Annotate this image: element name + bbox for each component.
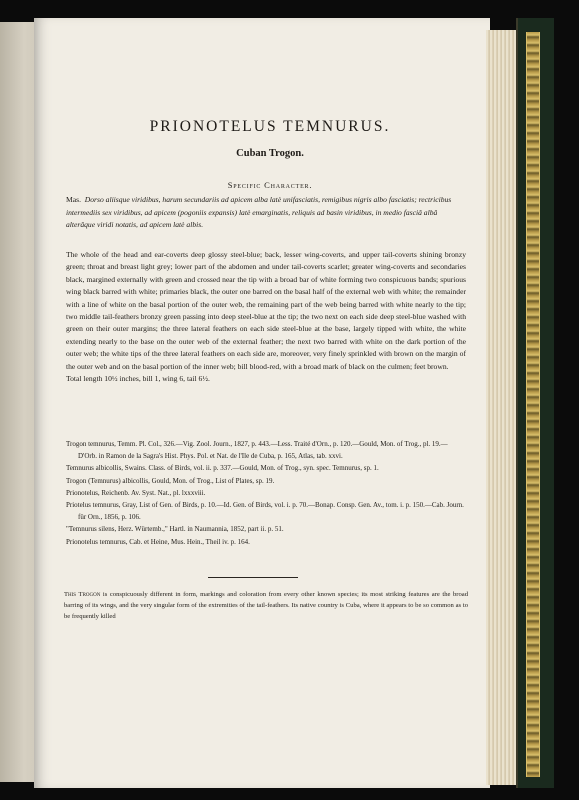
synonym-entry: Priotelus temnurus, Gray, List of Gen. of Birds, p. 10.—Id. Gen. of Birds, vol. i. p. 70.—Bonap. Consp. Gen. Av., tom. i. p. 150.—Cab. Journ. für Orn., 1856, p. 106. (66, 501, 464, 522)
measurements: Total length 10½ inches, bill 1, wing 6, tail 6½. (66, 374, 210, 384)
synonym-entry: "Temnurus silens, Herz. Würtemb.," Hartl. in Naumannia, 1852, part ii. p. 51. (66, 525, 284, 534)
synonymy-list (66, 438, 466, 548)
synonym-entry: Prionotelus, Reichenb. Av. Syst. Nat., pl. lxxxviii. (66, 488, 206, 497)
sex-label: Mas. (66, 195, 81, 204)
latin-diagnosis (66, 194, 466, 232)
latin-text: Dorso aliisque viridibus, harum secundariis ad apicem alba latè unifasciatis, remigibus nigris albo fasciatis; rectricibus intermediis sex viridibus, ad apicem (pogoniis expansis) latè emarginatis, reliquis ad basin viridibus, in medio fasciâ albâ alterâque viridi notatis, ad apicem latè albis. (66, 195, 452, 230)
synonym-entry: Trogon temnurus, Temm. Pl. Col., 326.—Vig. Zool. Journ., 1827, p. 443.—Less. Traité d'Orn., p. 120.—Gould, Mon. of Trog., pl. 19.—D'Orb. in Ramon de la Sagra's Hist. Phys. Pol. et Nat. de l'Ile de Cuba, p. 165, Atlas, tab. xxvi. (66, 440, 448, 461)
section-divider (208, 577, 298, 578)
synonym-entry: Temnurus albicollis, Swains. Class. of Birds, vol. ii. p. 337.—Gould, Mon. of Trog., syn. spec. Temnurus, sp. 1. (66, 464, 379, 473)
remarks-lead: This Trogon (64, 591, 101, 598)
remarks-paragraph (64, 589, 468, 623)
synonym-entry: Prionotelus temnurus, Cab. et Heine, Mus. Hein., Theil iv. p. 164. (66, 537, 250, 546)
book-cover (516, 18, 554, 788)
common-name: Cuban Trogon. (236, 148, 304, 159)
specific-character-heading: Specific Character. (227, 180, 313, 190)
plumage-description (66, 249, 466, 385)
remarks-text: is conspicuously different in form, markings and coloration from every other known species; its most striking features are the broad barring of its wings, and the very singular form of the extremities of the tail-feathers. Its native country is Cuba, where it appears to be so common as to be frequently killed (64, 591, 469, 621)
species-title: PRIONOTELUS TEMNURUS. (149, 118, 391, 135)
synonym-entry: Trogon (Temnurus) albicollis, Gould, Mon. of Trog., List of Plates, sp. 19. (66, 476, 275, 485)
page-block-edges (486, 30, 518, 785)
gilt-border-ornament (526, 32, 540, 777)
description-text: The whole of the head and ear-coverts deep glossy steel-blue; back, lesser wing-coverts, and upper tail-coverts shining bronzy green; throat and breast light grey; lower part of the abdomen and under tail-coverts scarlet; greater wing-coverts and secondaries black, margined externally with green and crossed near the tip with a broad bar of white forming two conspicuous bands; spurious wing black barred with white; primaries black, the outer one barred on the basal half of the external web with white; the remainder with a line of white on the basal portion of the outer web, the remaining part of the web being barred with white nearly to the tip; two middle tail-feathers bronzy green passing into deep steel-blue at the tip; the two next on each side deep steel-blue washed with green on their outer margins; the three lateral feathers on each side steel-blue at the base, largely tipped with white, the white extending nearly to the base on the outer web of the external feather; the next two barred with white on the dark portion of the outer web; the white tips of the three lateral feathers on each side are, moreover, very finely sprinkled with brown on the margin of the outer web and on the basal portion of the inner web; bill blood-red, with a broad mark of black on the culmen; feet brown. (66, 250, 466, 371)
